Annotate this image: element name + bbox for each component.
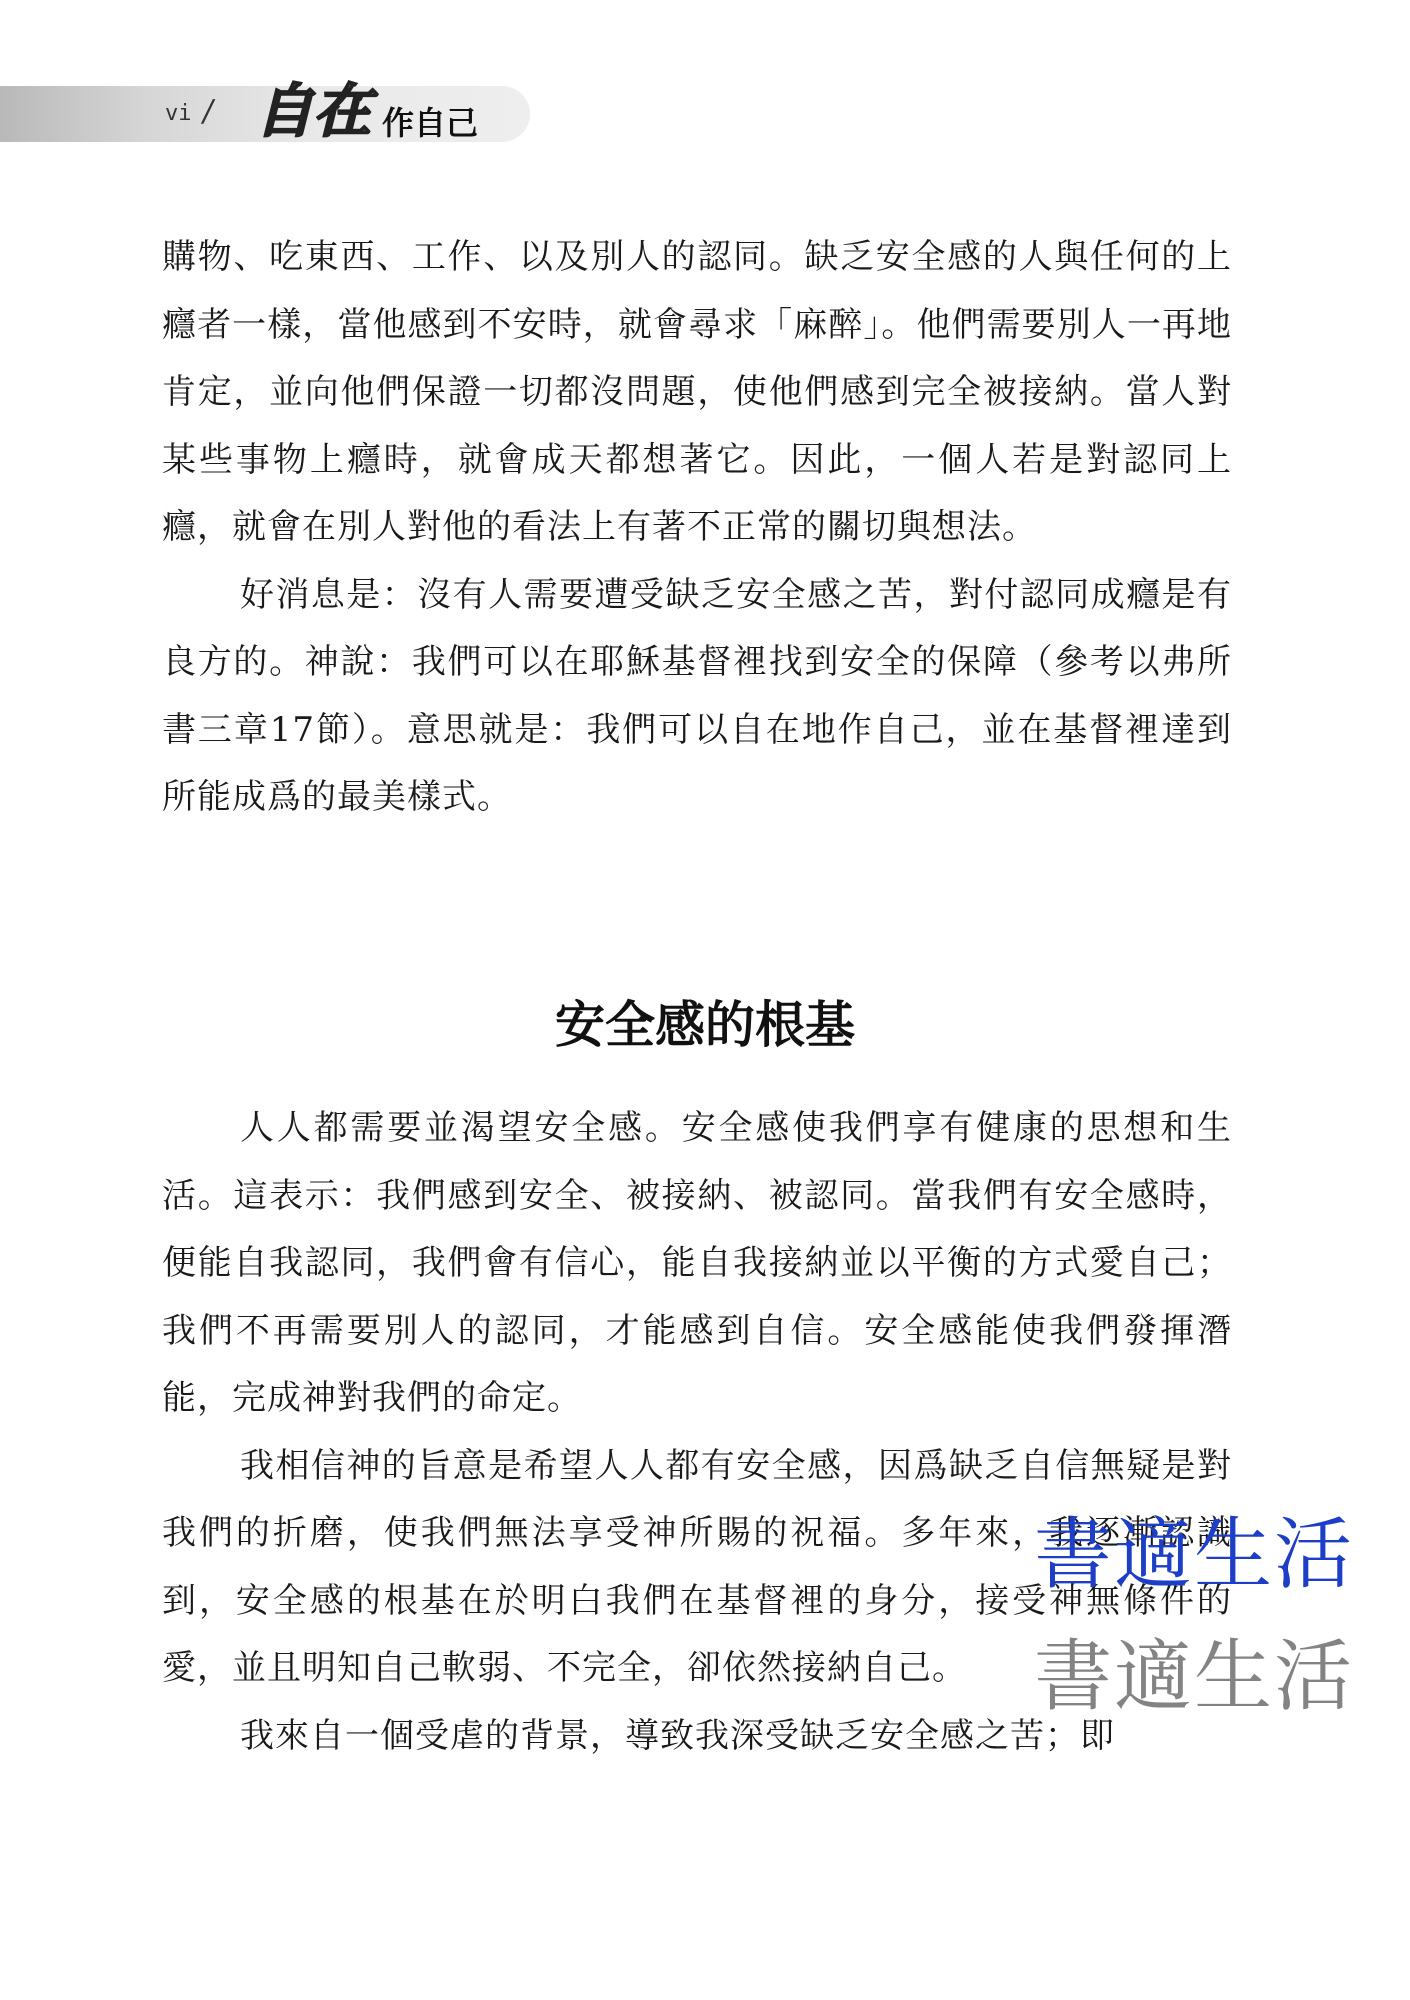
paragraph: 好消息是：沒有人需要遭受缺乏安全感之苦，對付認同成癮是有良方的。神說：我們可以在耶穌基督裡找到安全的保障（參考以弗所書三章17節）。意思就是：我們可以自在地作自己，並在基督裡達到所能成爲的最美樣式。: [162, 574, 1232, 817]
paragraph: 我來自一個受虐的背景，導致我深受缺乏安全感之苦；即: [240, 1715, 1115, 1756]
book-title-rest: 作自己: [382, 104, 479, 142]
paragraph: 購物、吃東西、工作、以及別人的認同。缺乏安全感的人與任何的上癮者一樣，當他感到不安時，就會尋求「麻醉」。他們需要別人一再地肯定，並向他們保證一切都沒問題，使他們感到完全被接納。當人對某些事物上癮時，就會成天都想著它。因此，一個人若是對認同上癮，就會在別人對他的看法上有著不正常的關切與想法。: [162, 237, 1232, 547]
paragraph: 人人都需要並渴望安全感。安全感使我們享有健康的思想和生活。這表示：我們感到安全、被接納、被認同。當我們有安全感時，便能自我認同，我們會有信心，能自我接納並以平衡的方式愛自己；我們不再需要別人的認同，才能感到自信。安全感能使我們發揮潛能，完成神對我們的命定。: [162, 1108, 1232, 1418]
watermark-blue: 書適生活: [1034, 1510, 1355, 1600]
section-heading: 安全感的根基: [555, 996, 855, 1054]
page-number: vi: [165, 101, 192, 126]
watermark-gray: 書適生活: [1034, 1632, 1355, 1722]
header-slash: /: [199, 94, 217, 129]
book-title-emphasis: 自在: [255, 77, 372, 145]
paragraph: 我相信神的旨意是希望人人都有安全感，因爲缺乏自信無疑是對我們的折磨，使我們無法享受神所賜的祝福。多年來，我逐漸認識到，安全感的根基在於明白我們在基督裡的身分，接受神無條件的愛，並且明知自己軟弱、不完全，卻依然接納自己。: [162, 1445, 1232, 1688]
section-one-body: [162, 224, 1232, 832]
